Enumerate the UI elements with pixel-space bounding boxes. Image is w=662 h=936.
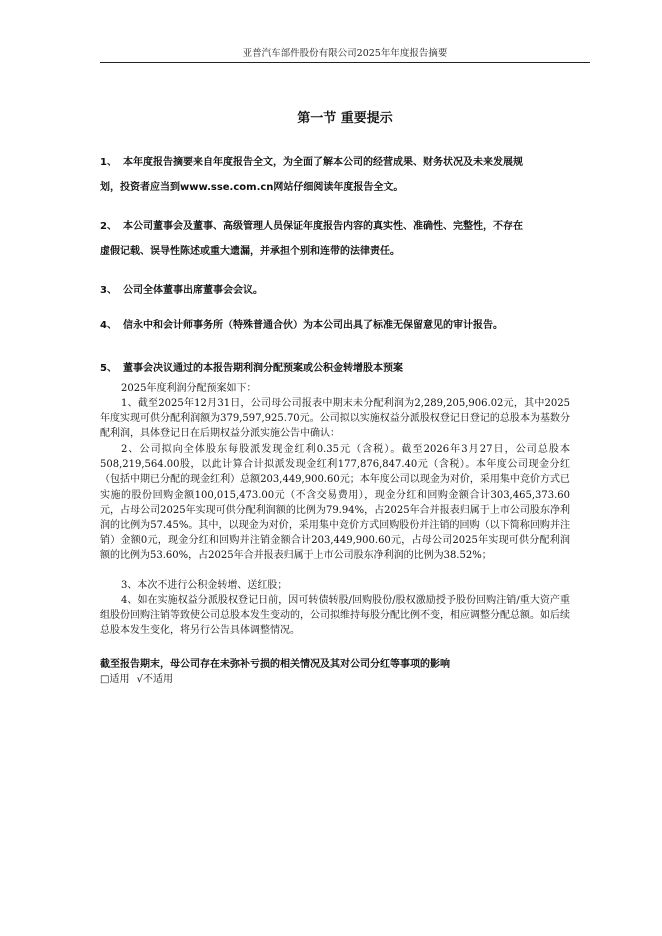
item-number: 2、	[100, 221, 117, 232]
item-text-line: 划，投资者应当到www.sse.com.cn网站仔细阅读年度报告全文。	[100, 182, 404, 193]
header-rule	[100, 62, 590, 63]
profit-plan-paragraph-4: 4、如在实施权益分派股权登记日前，因可转债转股/回购股份/股权激励授予股份回购注销/重大资产重组股份回购注销等致使公司总股本发生变动的，公司拟维持每股分配比例不变，相应调整分配总额。如后续总股本发生变化，将另行公告具体调整情况。	[100, 595, 570, 637]
applicability-options	[100, 673, 570, 687]
running-header: 亚普汽车部件股份有限公司2025年年度报告摘要	[242, 48, 448, 59]
profit-plan-paragraph-1: 1、截至2025年12月31日，公司母公司报表中期末未分配利润为2,289,205,906.02元，其中2025年度实现可供分配利润额为379,597,925.70元。公司拟以实施权益分派股权登记日登记的总股本为基数分配利润，具体登记日在后期权益分派实施公告中确认：	[100, 398, 570, 440]
item-text-line: 虚假记载、误导性陈述或重大遗漏，并承担个别和连带的法律责任。	[100, 246, 400, 257]
profit-plan-paragraph-3: 3、本次不进行公积金转增、送红股；	[121, 580, 288, 591]
item-text-line: 信永中和会计师事务所（特殊普通合伙）为本公司出具了标准无保留意见的审计报告。	[123, 320, 503, 331]
item-5	[100, 356, 570, 381]
item-text-line: 公司全体董事出席董事会会议。	[123, 285, 263, 296]
item-number: 3、	[100, 285, 117, 296]
section-title: 第一节 重要提示	[297, 111, 393, 126]
item-1	[100, 150, 570, 200]
option-applicable: □适用	[100, 674, 130, 685]
item-number: 5、	[100, 363, 117, 374]
item-4	[100, 313, 570, 338]
profit-plan-paragraph-2: 2、公司拟向全体股东每股派发现金红利0.35元（含税）。截至2026年3月27日，公司总股本508,219,564.00股，以此计算合计拟派发现金红利177,876,847.40元（含税）。本年度公司现金分红（包括中期已分配的现金红利）总额203,449,900.60元；本年度公司以现金为对价，采用集中竞价方式已实施的股份回购金额100,015,473.00元（不含交易费用），现金分红和回购金额合计303,465,373.60元，占母公司2025年实现可供分配利润额的比例为79.94%，占2025年合并报表归属于上市公司股东净利润的比例为57.45%。其中，以现金为对价，采用集中竞价方式回购股份并注销的回购（以下简称回购并注销）金额0元，现金分红和回购并注销金额合计203,449,900.60元，占母公司2025年实现可供分配利润额的比例为53.60%，占2025年合并报表归属于上市公司股东净利润的比例为38.52%；	[100, 444, 570, 562]
item-text-line: 本年度报告摘要来自年度报告全文，为全面了解本公司的经营成果、财务状况及未来发展规	[123, 157, 523, 168]
option-not-applicable: √不适用	[136, 674, 174, 685]
item-3	[100, 278, 570, 303]
profit-plan-intro: 2025年度利润分配预案如下：	[121, 383, 257, 394]
item-number: 4、	[100, 320, 117, 331]
deficit-title: 截至报告期末，母公司存在未弥补亏损的相关情况及其对公司分红等事项的影响	[100, 659, 450, 670]
item-text-line: 本公司董事会及董事、高级管理人员保证年度报告内容的真实性、准确性、完整性，不存在	[123, 221, 523, 232]
item-2	[100, 214, 570, 264]
item-number: 1、	[100, 157, 117, 168]
item-text-line: 董事会决议通过的本报告期利润分配预案或公积金转增股本预案	[123, 363, 403, 374]
